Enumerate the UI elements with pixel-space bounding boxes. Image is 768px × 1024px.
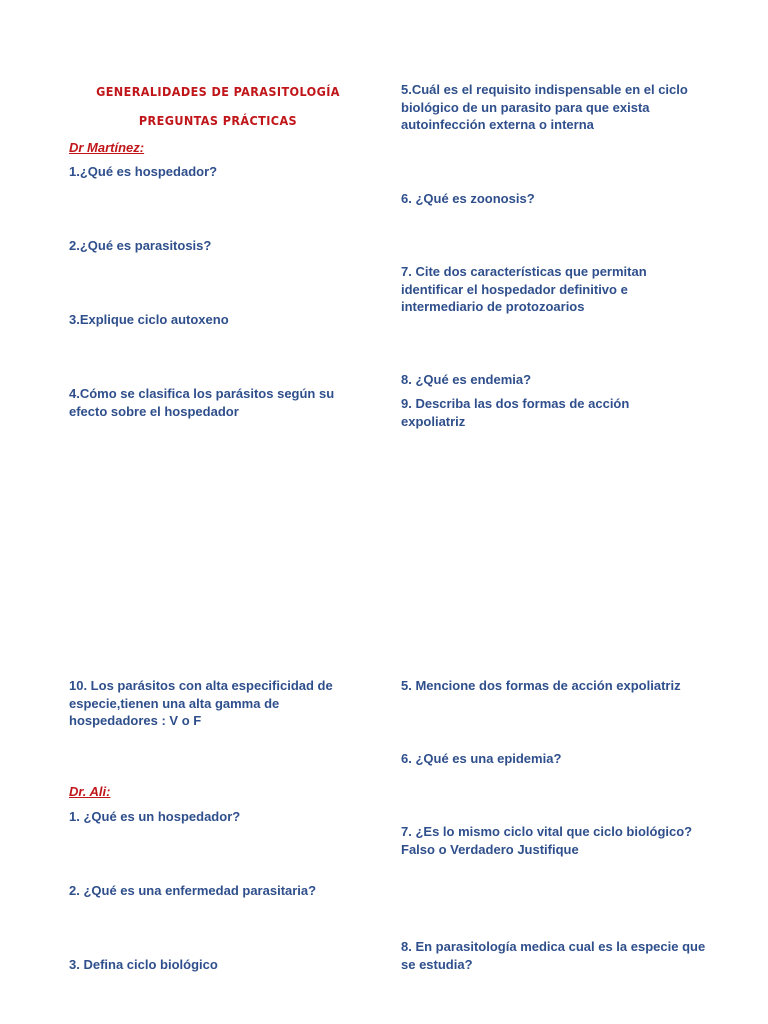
section-heading-martinez: Dr Martínez: <box>69 140 145 155</box>
question-1: 1.¿Qué es hospedador? <box>69 164 218 179</box>
question-5: 5.Cuál es el requisito indispensable en el ciclo biológico de un parasito para que exista autoinfección externa o interna <box>401 82 688 132</box>
ali-question-2: 2. ¿Qué es una enfermedad parasitaria? <box>69 883 317 898</box>
question-3: 3.Explique ciclo autoxeno <box>69 312 229 327</box>
section-heading-ali: Dr. Ali: <box>69 784 111 799</box>
question-6: 6. ¿Qué es zoonosis? <box>401 191 535 206</box>
ali-question-1: 1. ¿Qué es un hospedador? <box>69 809 241 824</box>
document-title: GENERALIDADES DE PARASITOLOGÍA <box>96 84 340 99</box>
question-9: 9. Describa las dos formas de acción expoliatriz <box>401 396 630 429</box>
question-10: 10. Los parásitos con alta especificidad de especie,tienen una alta gamma de hospedadores : V o F <box>69 678 333 728</box>
question-7: 7. Cite dos características que permitan identificar el hospedador definitivo e intermediario de protozoarios <box>401 264 647 314</box>
ali-question-8: 8. En parasitología medica cual es la especie que se estudia? <box>401 939 706 972</box>
ali-question-7: 7. ¿Es lo mismo ciclo vital que ciclo biológico? Falso o Verdadero Justifique <box>401 824 693 857</box>
ali-question-5: 5. Mencione dos formas de acción expoliatriz <box>401 678 681 693</box>
ali-question-6: 6. ¿Qué es una epidemia? <box>401 751 562 766</box>
question-8: 8. ¿Qué es endemia? <box>401 372 532 387</box>
document-subtitle: PREGUNTAS PRÁCTICAS <box>138 113 298 128</box>
question-4: 4.Cómo se clasifica los parásitos según su efecto sobre el hospedador <box>69 386 335 419</box>
question-2: 2.¿Qué es parasitosis? <box>69 238 212 253</box>
ali-question-3: 3. Defina ciclo biológico <box>69 957 218 972</box>
